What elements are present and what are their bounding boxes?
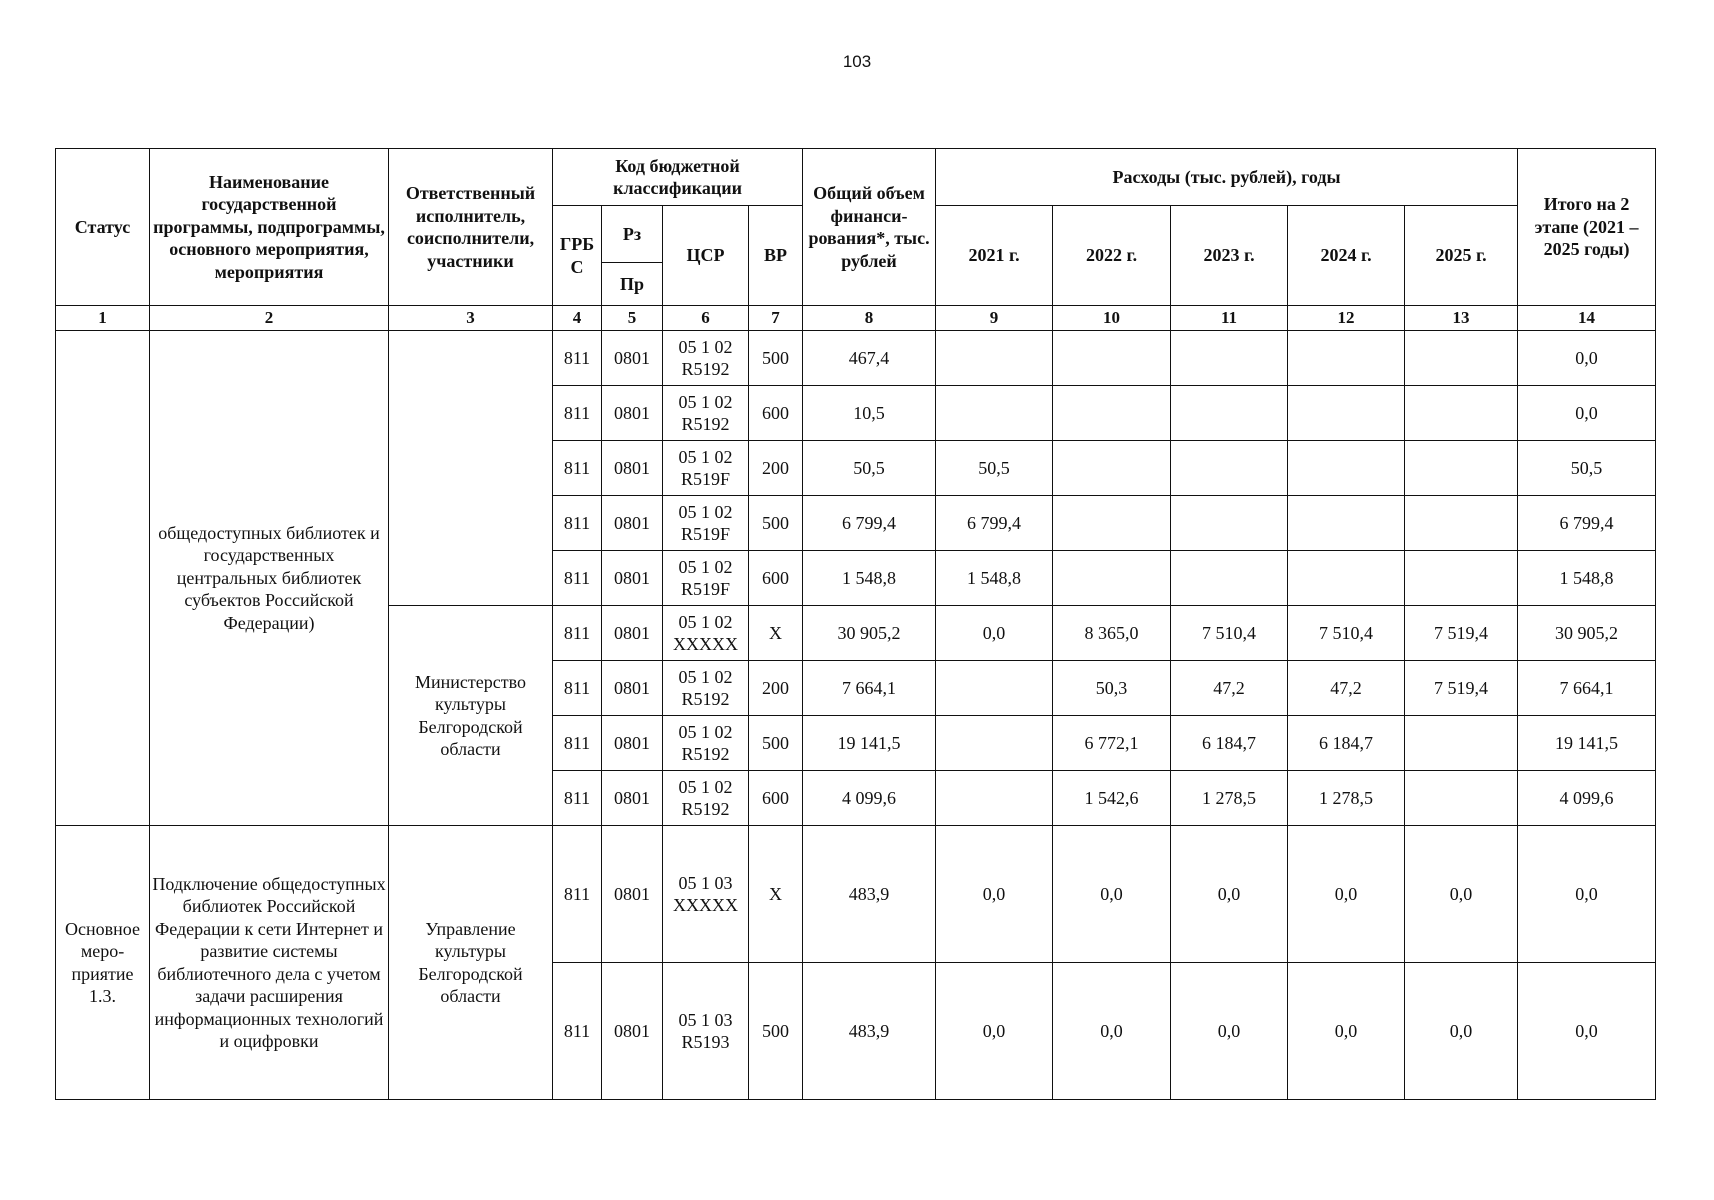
year-2023-cell: [1171, 496, 1288, 551]
header-year-2022: 2022 г.: [1053, 206, 1171, 306]
year-2023-cell: 47,2: [1171, 661, 1288, 716]
vr-cell: 500: [749, 331, 803, 386]
year-2021-cell: [936, 386, 1053, 441]
status-cell: Основное меро-приятие 1.3.: [56, 826, 150, 1100]
csr-cell: 05 1 02 XXXXX: [663, 606, 749, 661]
year-2025-cell: [1405, 496, 1518, 551]
year-2022-cell: [1053, 496, 1171, 551]
column-number: 12: [1288, 306, 1405, 331]
vr-cell: 600: [749, 551, 803, 606]
total-cell: 30 905,2: [803, 606, 936, 661]
year-2021-cell: 0,0: [936, 826, 1053, 963]
rzpr-cell: 0801: [602, 661, 663, 716]
csr-cell: 05 1 02 R519F: [663, 441, 749, 496]
itogo-cell: 1 548,8: [1518, 551, 1656, 606]
year-2024-cell: [1288, 441, 1405, 496]
column-number: 2: [150, 306, 389, 331]
column-number: 13: [1405, 306, 1518, 331]
itogo-cell: 0,0: [1518, 386, 1656, 441]
year-2023-cell: [1171, 331, 1288, 386]
itogo-cell: 7 664,1: [1518, 661, 1656, 716]
year-2023-cell: 6 184,7: [1171, 716, 1288, 771]
header-vr: ВР: [749, 206, 803, 306]
year-2023-cell: 0,0: [1171, 963, 1288, 1100]
year-2022-cell: [1053, 386, 1171, 441]
total-cell: 1 548,8: [803, 551, 936, 606]
year-2021-cell: 1 548,8: [936, 551, 1053, 606]
year-2024-cell: 1 278,5: [1288, 771, 1405, 826]
year-2025-cell: 7 519,4: [1405, 661, 1518, 716]
year-2023-cell: [1171, 441, 1288, 496]
vr-cell: 500: [749, 963, 803, 1100]
grbs-cell: 811: [553, 661, 602, 716]
activity-name-cell: общедоступных библиотек и государственных центральных библиотек субъектов Российской Федерации): [150, 331, 389, 826]
column-number: 4: [553, 306, 602, 331]
header-csr: ЦСР: [663, 206, 749, 306]
year-2022-cell: 0,0: [1053, 963, 1171, 1100]
header-year-2023: 2023 г.: [1171, 206, 1288, 306]
header-name: Наименование государственной программы, подпрограммы, основного мероприятия, мероприятия: [150, 149, 389, 306]
rzpr-cell: 0801: [602, 331, 663, 386]
rzpr-cell: 0801: [602, 771, 663, 826]
year-2024-cell: [1288, 496, 1405, 551]
year-2024-cell: 6 184,7: [1288, 716, 1405, 771]
year-2023-cell: 0,0: [1171, 826, 1288, 963]
rzpr-cell: 0801: [602, 386, 663, 441]
year-2022-cell: 6 772,1: [1053, 716, 1171, 771]
vr-cell: 500: [749, 496, 803, 551]
year-2023-cell: 7 510,4: [1171, 606, 1288, 661]
vr-cell: 600: [749, 771, 803, 826]
year-2023-cell: [1171, 551, 1288, 606]
year-2022-cell: 8 365,0: [1053, 606, 1171, 661]
itogo-cell: 19 141,5: [1518, 716, 1656, 771]
header-grbs: ГРБС: [553, 206, 602, 306]
column-number: 7: [749, 306, 803, 331]
csr-cell: 05 1 03 XXXXX: [663, 826, 749, 963]
itogo-cell: 4 099,6: [1518, 771, 1656, 826]
page-number: 103: [842, 52, 872, 71]
grbs-cell: 811: [553, 386, 602, 441]
activity-name-cell: Подключение общедоступных библиотек Российской Федерации к сети Интернет и развитие системы библиотечного дела с учетом задачи расширения информационных технологий и оцифровки: [150, 826, 389, 1100]
rzpr-cell: 0801: [602, 716, 663, 771]
csr-cell: 05 1 02 R519F: [663, 496, 749, 551]
rzpr-cell: 0801: [602, 963, 663, 1100]
year-2024-cell: 0,0: [1288, 826, 1405, 963]
header-expenses: Расходы (тыс. рублей), годы: [936, 149, 1518, 206]
column-number: 9: [936, 306, 1053, 331]
year-2021-cell: [936, 771, 1053, 826]
column-number: 6: [663, 306, 749, 331]
year-2025-cell: [1405, 441, 1518, 496]
column-number: 5: [602, 306, 663, 331]
grbs-cell: 811: [553, 771, 602, 826]
year-2024-cell: [1288, 551, 1405, 606]
column-number: 14: [1518, 306, 1656, 331]
rzpr-cell: 0801: [602, 606, 663, 661]
year-2025-cell: [1405, 771, 1518, 826]
vr-cell: X: [749, 606, 803, 661]
year-2025-cell: [1405, 386, 1518, 441]
year-2024-cell: 7 510,4: [1288, 606, 1405, 661]
total-cell: 4 099,6: [803, 771, 936, 826]
grbs-cell: 811: [553, 331, 602, 386]
rzpr-cell: 0801: [602, 551, 663, 606]
csr-cell: 05 1 02 R5192: [663, 771, 749, 826]
year-2021-cell: [936, 661, 1053, 716]
year-2025-cell: [1405, 551, 1518, 606]
grbs-cell: 811: [553, 963, 602, 1100]
vr-cell: X: [749, 826, 803, 963]
year-2021-cell: 50,5: [936, 441, 1053, 496]
executor-cell: Управление культуры Белгородской области: [389, 826, 553, 1100]
header-pr: Пр: [602, 263, 663, 306]
header-rz: Рз: [602, 206, 663, 263]
year-2025-cell: 7 519,4: [1405, 606, 1518, 661]
total-cell: 483,9: [803, 963, 936, 1100]
itogo-cell: 6 799,4: [1518, 496, 1656, 551]
column-number: 3: [389, 306, 553, 331]
csr-cell: 05 1 03 R5193: [663, 963, 749, 1100]
total-cell: 10,5: [803, 386, 936, 441]
column-number: 10: [1053, 306, 1171, 331]
total-cell: 6 799,4: [803, 496, 936, 551]
year-2024-cell: [1288, 331, 1405, 386]
year-2022-cell: [1053, 551, 1171, 606]
rzpr-cell: 0801: [602, 826, 663, 963]
year-2022-cell: 50,3: [1053, 661, 1171, 716]
year-2023-cell: [1171, 386, 1288, 441]
csr-cell: 05 1 02 R519F: [663, 551, 749, 606]
table-header: [56, 149, 1656, 331]
grbs-cell: 811: [553, 551, 602, 606]
header-year-2024: 2024 г.: [1288, 206, 1405, 306]
year-2021-cell: [936, 331, 1053, 386]
grbs-cell: 811: [553, 496, 602, 551]
year-2025-cell: [1405, 716, 1518, 771]
status-cell: [56, 331, 150, 826]
table-body: [56, 331, 1656, 1100]
table-row: [56, 331, 1656, 386]
column-number: 1: [56, 306, 150, 331]
total-cell: 483,9: [803, 826, 936, 963]
year-2025-cell: 0,0: [1405, 826, 1518, 963]
table-row: [56, 826, 1656, 963]
grbs-cell: 811: [553, 716, 602, 771]
csr-cell: 05 1 02 R5192: [663, 331, 749, 386]
total-cell: 467,4: [803, 331, 936, 386]
year-2022-cell: 1 542,6: [1053, 771, 1171, 826]
year-2023-cell: 1 278,5: [1171, 771, 1288, 826]
itogo-cell: 0,0: [1518, 826, 1656, 963]
column-number-row: [56, 306, 1656, 331]
grbs-cell: 811: [553, 826, 602, 963]
vr-cell: 600: [749, 386, 803, 441]
year-2022-cell: 0,0: [1053, 826, 1171, 963]
year-2022-cell: [1053, 441, 1171, 496]
header-year-2021: 2021 г.: [936, 206, 1053, 306]
itogo-cell: 0,0: [1518, 963, 1656, 1100]
header-budget-code: Код бюджетной классификации: [553, 149, 803, 206]
itogo-cell: 30 905,2: [1518, 606, 1656, 661]
itogo-cell: 50,5: [1518, 441, 1656, 496]
header-status: Статус: [56, 149, 150, 306]
header-itogo: Итого на 2 этапе (2021 – 2025 годы): [1518, 149, 1656, 306]
vr-cell: 200: [749, 661, 803, 716]
grbs-cell: 811: [553, 441, 602, 496]
header-total-financing: Общий объем финанси-рования*, тыс. рублей: [803, 149, 936, 306]
total-cell: 7 664,1: [803, 661, 936, 716]
year-2024-cell: [1288, 386, 1405, 441]
itogo-cell: 0,0: [1518, 331, 1656, 386]
budget-table: [55, 148, 1656, 1100]
year-2025-cell: [1405, 331, 1518, 386]
rzpr-cell: 0801: [602, 496, 663, 551]
column-number: 11: [1171, 306, 1288, 331]
csr-cell: 05 1 02 R5192: [663, 661, 749, 716]
csr-cell: 05 1 02 R5192: [663, 716, 749, 771]
vr-cell: 500: [749, 716, 803, 771]
header-year-2025: 2025 г.: [1405, 206, 1518, 306]
executor-cell: [389, 331, 553, 606]
year-2022-cell: [1053, 331, 1171, 386]
year-2024-cell: 47,2: [1288, 661, 1405, 716]
year-2024-cell: 0,0: [1288, 963, 1405, 1100]
vr-cell: 200: [749, 441, 803, 496]
grbs-cell: 811: [553, 606, 602, 661]
executor-cell: Министерство культуры Белгородской области: [389, 606, 553, 826]
year-2021-cell: 0,0: [936, 606, 1053, 661]
year-2025-cell: 0,0: [1405, 963, 1518, 1100]
csr-cell: 05 1 02 R5192: [663, 386, 749, 441]
total-cell: 19 141,5: [803, 716, 936, 771]
total-cell: 50,5: [803, 441, 936, 496]
rzpr-cell: 0801: [602, 441, 663, 496]
column-number: 8: [803, 306, 936, 331]
year-2021-cell: 6 799,4: [936, 496, 1053, 551]
header-executor: Ответственный исполнитель, соисполнители, участники: [389, 149, 553, 306]
year-2021-cell: [936, 716, 1053, 771]
year-2021-cell: 0,0: [936, 963, 1053, 1100]
